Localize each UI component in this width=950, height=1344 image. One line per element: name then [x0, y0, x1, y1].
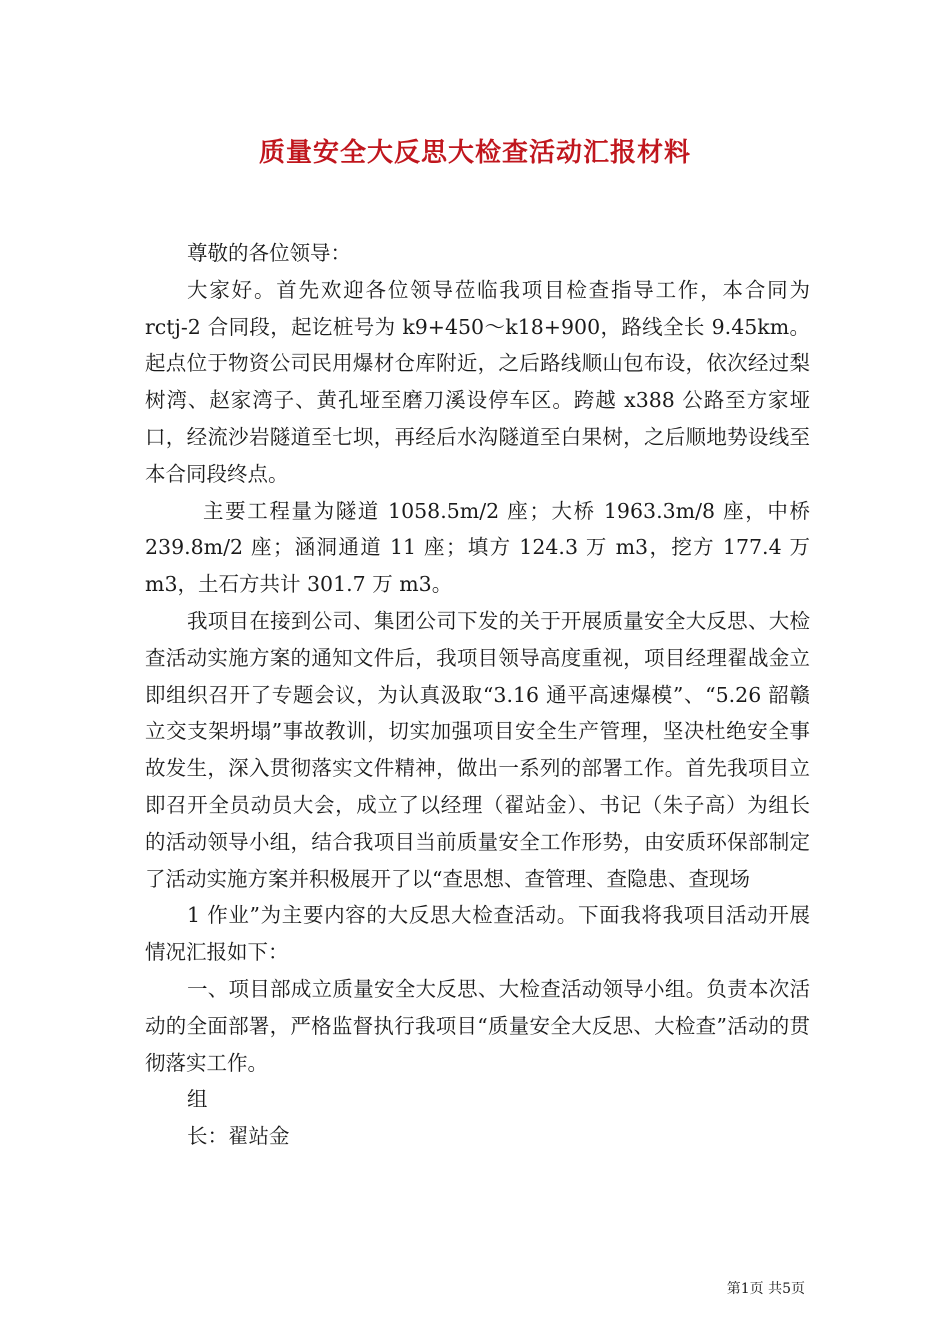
paragraph-leader: 长：翟站金 — [187, 1124, 290, 1149]
footer-suffix: 页 — [791, 1281, 805, 1297]
paragraph-activities: 我项目在接到公司、集团公司下发的关于开展质量安全大反思、大检查活动实施方案的通知文件后，我项目领导高度重视，项目经理翟战金立即组织召开了专题会议，为认真汲取“3.16 通平高速爆模”、“5.26 韶赣立交支架坍塌”事故教训，切实加强项目安全生产管理，坚决杜绝安全事故发生，深入贯彻落实文件精神，做出一系列的部署工作。首先我项目立即召开全员动员大会，成立了以经理（翟站金）、书记（朱子高）为组长的活动领导小组，结合我项目当前质量安全工作形势，由安质环保部制定了活动实施方案并积极展开了以“查思想、查管理、查隐患、查现场 — [145, 608, 810, 891]
paragraph-quantities: 主要工程量为隧道 1058.5m/2 座；大桥 1963.3m/8 座，中桥 239.8m/2 座；涵洞通道 11 座；填方 124.3 万 m3，挖方 177.4 万 m3，土石方共计 301.7 万 m3。 — [145, 498, 810, 597]
document-title: 质量安全大反思大检查活动汇报材料 — [258, 138, 691, 168]
page-footer — [727, 1278, 805, 1298]
paragraph-intro: 大家好。首先欢迎各位领导莅临我项目检查指导工作，本合同为 rctj-2 合同段，起讫桩号为 k9+450～k18+900，路线全长 9.45km。起点位于物资公司民用爆材仓库附近，之后路线顺山包布设，依次经过梨树湾、赵家湾子、黄孔垭至磨刀溪设停车区。跨越 x388 公路至方家垭口，经流沙岩隧道至七坝，再经后水沟隧道至白果树，之后顺地势设线至本合同段终点。 — [145, 277, 810, 486]
footer-middle: 页 共 — [749, 1281, 783, 1297]
paragraph-continuation: 1 作业”为主要内容的大反思大检查活动。下面我将我项目活动开展情况汇报如下： — [145, 903, 810, 965]
footer-prefix: 第 — [726, 1281, 741, 1297]
salutation: 尊敬的各位领导： — [187, 241, 351, 265]
paragraph-group: 组 — [187, 1087, 208, 1112]
footer-total-pages: 5 — [782, 1281, 791, 1297]
paragraph-section-one: 一、项目部成立质量安全大反思、大检查活动领导小组。负责本次活动的全面部署，严格监督执行我项目“质量安全大反思、大检查”活动的贯彻落实工作。 — [145, 976, 810, 1075]
footer-page-number: 1 — [740, 1281, 750, 1297]
document-body — [145, 235, 810, 1155]
